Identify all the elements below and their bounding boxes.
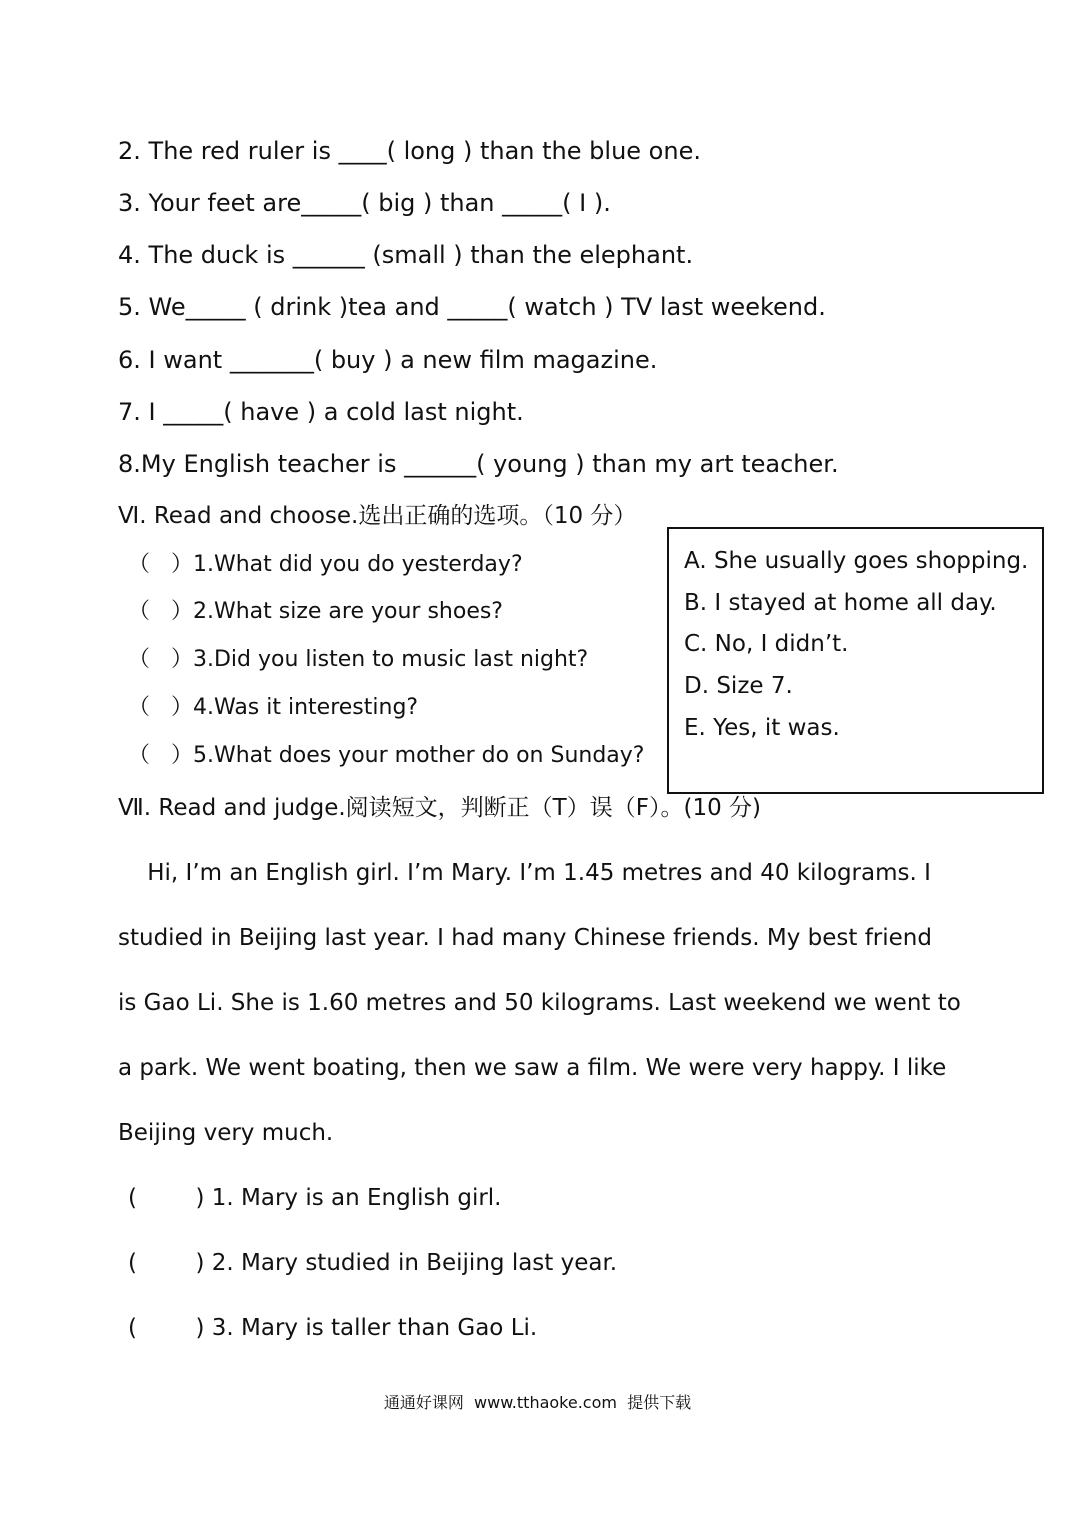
choose-question-2: （ ）2.What size are your shoes? [128,599,503,624]
fill-in-item-8: 8.My English teacher is ______( young ) than my art teacher. [118,450,839,478]
answer-options-box [667,527,1044,794]
choose-question-1: （ ）1.What did you do yesterday? [128,552,523,577]
judge-statement-3: ( ) 3. Mary is taller than Gao Li. [128,1315,538,1341]
choose-question-5: （ ）5.What does your mother do on Sunday? [128,743,645,768]
choose-question-4: （ ）4.Was it interesting? [128,695,419,720]
judge-statement-1: ( ) 1. Mary is an English girl. [128,1185,502,1211]
option-d: D. Size 7. [684,673,793,699]
fill-in-item-3: 3. Your feet are_____( big ) than _____( I ). [118,189,611,217]
fill-in-item-4: 4. The duck is ______ (small ) than the elephant. [118,241,694,269]
passage-line-4: a park. We went boating, then we saw a film. We were very happy. I like [118,1055,947,1081]
passage-line-1: Hi, I’m an English girl. I’m Mary. I’m 1.45 metres and 40 kilograms. I [118,860,931,886]
option-c: C. No, I didn’t. [684,631,849,657]
section-6-title: Ⅵ. Read and choose.选出正确的选项。（10 分） [118,503,637,529]
fill-in-item-5: 5. We_____ ( drink )tea and _____( watch ) TV last weekend. [118,293,826,321]
passage-line-5: Beijing very much. [118,1120,334,1146]
passage-line-3: is Gao Li. She is 1.60 metres and 50 kilograms. Last weekend we went to [118,990,961,1016]
section-7-title: Ⅶ. Read and judge.阅读短文，判断正（T）误（F）。(10 分) [118,795,761,821]
option-e: E. Yes, it was. [684,715,840,741]
passage-line-2: studied in Beijing last year. I had many Chinese friends. My best friend [118,925,932,951]
judge-statement-2: ( ) 2. Mary studied in Beijing last year. [128,1250,618,1276]
fill-in-item-7: 7. I _____( have ) a cold last night. [118,398,524,426]
choose-question-3: （ ）3.Did you listen to music last night? [128,647,589,672]
option-b: B. I stayed at home all day. [684,590,997,616]
fill-in-item-2: 2. The red ruler is ____( long ) than the blue one. [118,137,701,165]
footer-watermark: 通通好课网 www.tthaoke.com 提供下载 [383,1393,692,1412]
option-a: A. She usually goes shopping. [684,548,1029,574]
fill-in-item-6: 6. I want _______( buy ) a new film magazine. [118,346,658,374]
